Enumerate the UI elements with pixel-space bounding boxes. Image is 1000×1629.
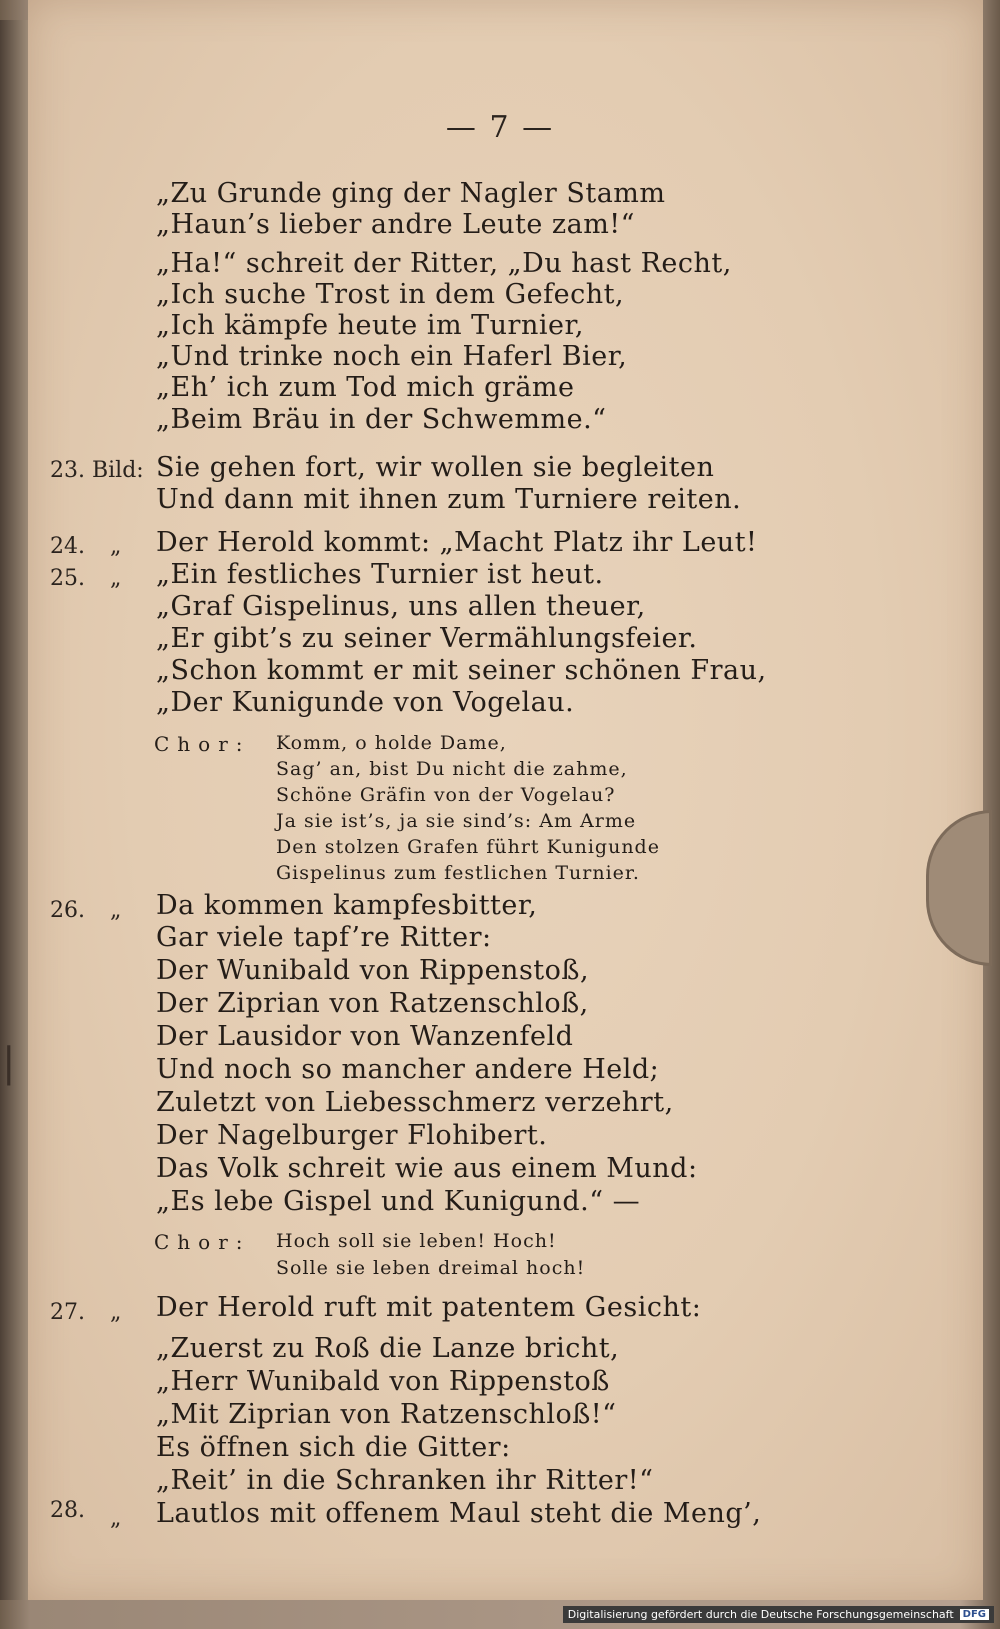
chor-line: Ja sie ist’s, ja sie sind’s: Am Arme (276, 810, 637, 832)
chor-line: Solle sie leben dreimal hoch! (276, 1257, 586, 1279)
ditto-mark: „ (110, 534, 122, 559)
chor-line: Sag’ an, bist Du nicht die zahme, (276, 758, 628, 780)
verse-line: Es öffnen sich die Gitter: (156, 1432, 511, 1463)
verse-line: „Mit Ziprian von Ratzenschloß!“ (156, 1399, 617, 1430)
scene-number: 27. (50, 1300, 85, 1325)
chor-line: Komm, o holde Dame, (276, 732, 507, 754)
verse-line: Und dann mit ihnen zum Turniere reiten. (156, 484, 742, 515)
scene-number: 26. (50, 898, 85, 923)
chor-line: Gispelinus zum festlichen Turnier. (276, 862, 640, 884)
footer-text: Digitalisierung gefördert durch die Deutsche Forschungsgemeinschaft (567, 1608, 954, 1621)
verse-line: „Haun’s lieber andre Leute zam!“ (156, 209, 635, 240)
dfg-logo-icon: DFG (960, 1609, 989, 1620)
verse-line: „Graf Gispelinus, uns allen theuer, (156, 591, 646, 622)
page-number: — 7 — (445, 110, 555, 145)
verse-line: Der Lausidor von Wanzenfeld (156, 1021, 574, 1052)
verse-line: „Und trinke noch ein Haferl Bier, (156, 341, 628, 372)
ditto-mark: „ (110, 1506, 122, 1531)
verse-line: „Er gibt’s zu seiner Vermählungsfeier. (156, 623, 698, 654)
ditto-mark: „ (110, 1300, 122, 1325)
verse-line: Zuletzt von Liebesschmerz verzehrt, (156, 1087, 674, 1118)
verse-line: „Zuerst zu Roß die Lanze bricht, (156, 1333, 620, 1364)
verse-line: Lautlos mit offenem Maul steht die Meng’, (156, 1498, 762, 1529)
digitization-footer (563, 1606, 994, 1623)
stray-mark: | (2, 1040, 16, 1086)
verse-line: „Ich kämpfe heute im Turnier, (156, 310, 584, 341)
verse-line: Da kommen kampfesbitter, (156, 890, 538, 921)
scene-number: 23. Bild: (50, 458, 144, 483)
verse-line: Der Herold kommt: „Macht Platz ihr Leut! (156, 527, 758, 558)
scene-number: 24. (50, 534, 85, 559)
scene-number: 28. (50, 1498, 85, 1523)
verse-line: „Der Kunigunde von Vogelau. (156, 687, 575, 718)
ditto-mark: „ (110, 898, 122, 923)
verse-line: „Beim Bräu in der Schwemme.“ (156, 404, 607, 435)
verse-line: „Herr Wunibald von Rippenstoß (156, 1366, 610, 1397)
verse-line: Und noch so mancher andere Held; (156, 1054, 660, 1085)
verse-line: Der Ziprian von Ratzenschloß, (156, 988, 589, 1019)
verse-line: „Es lebe Gispel und Kunigund.“ — (156, 1186, 641, 1217)
verse-line: Der Herold ruft mit patentem Gesicht: (156, 1292, 702, 1323)
verse-line: „Zu Grunde ging der Nagler Stamm (156, 178, 666, 209)
verse-line: Gar viele tapf’re Ritter: (156, 922, 492, 953)
verse-line: Der Wunibald von Rippenstoß, (156, 955, 590, 986)
verse-line: „Reit’ in die Schranken ihr Ritter!“ (156, 1465, 654, 1496)
verse-line: „Ich suche Trost in dem Gefecht, (156, 279, 625, 310)
verse-line: Der Nagelburger Flohibert. (156, 1120, 548, 1151)
verse-line: Das Volk schreit wie aus einem Mund: (156, 1153, 698, 1184)
verse-line: Sie gehen fort, wir wollen sie begleiten (156, 452, 715, 483)
scene-number: 25. (50, 566, 85, 591)
book-spine-edge (0, 20, 30, 1600)
verse-line: „Ha!“ schreit der Ritter, „Du hast Recht, (156, 248, 732, 279)
verse-line: „Eh’ ich zum Tod mich gräme (156, 372, 575, 403)
chor-label: Chor: (154, 732, 251, 756)
verse-line: „Schon kommt er mit seiner schönen Frau, (156, 655, 767, 686)
chor-line: Hoch soll sie leben! Hoch! (276, 1230, 557, 1252)
chor-line: Schöne Gräfin von der Vogelau? (276, 784, 616, 806)
verse-line: „Ein festliches Turnier ist heut. (156, 559, 604, 590)
ditto-mark: „ (110, 566, 122, 591)
chor-line: Den stolzen Grafen führt Kunigunde (276, 836, 660, 858)
chor-label: Chor: (154, 1230, 251, 1254)
